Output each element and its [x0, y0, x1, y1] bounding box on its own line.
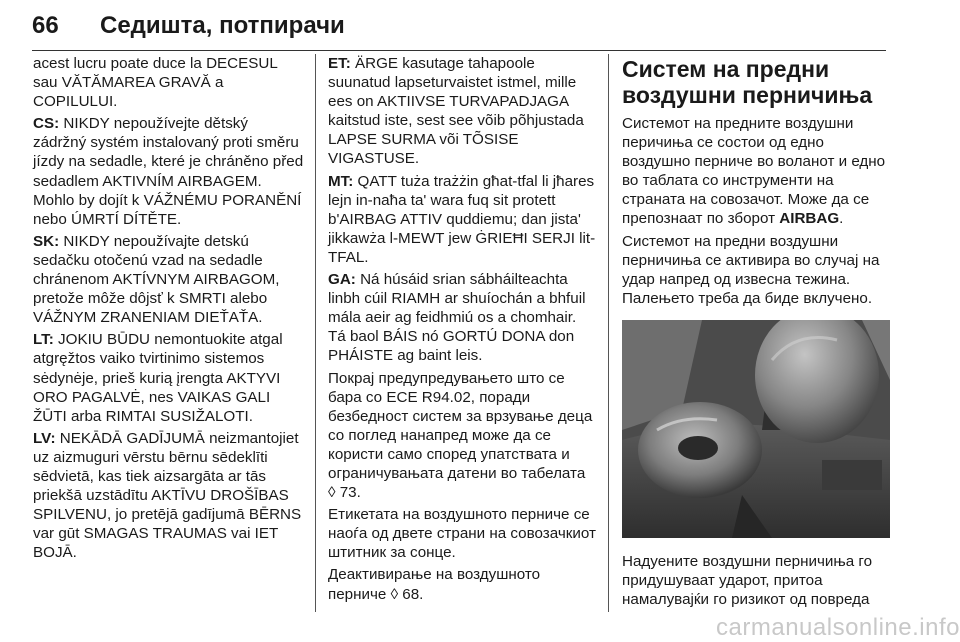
language-label: LV:: [33, 429, 56, 447]
section-title: Систем на предни воздушни перничиња: [622, 56, 873, 108]
header-divider: [32, 50, 886, 51]
paragraph-activation: Системот на предни воздушни перничиња се активира во случај на удар напред од извесна тежина. Палењето треба да биде вклучено.: [622, 232, 880, 307]
paragraph-label-location: Етикетата на воздушното перниче се наоѓа од двете страни на совозачкиот штитник за сонце.: [328, 506, 596, 562]
paragraph-inflated: Надуените воздушни перничиња го придушуваат ударот, притоа намалувајќи го ризикот од повреда: [622, 552, 873, 609]
language-label: MT:: [328, 172, 354, 190]
language-label: SK:: [33, 232, 60, 250]
airbag-illustration: [622, 320, 890, 538]
paragraph-ece: Покрај предупредувањето што се бара со ECE R94.02, поради безбедност систем за врзување деца со поглед нанапред може да се користи само според упатствата и ограничувањата датени во табелата ◊ 73.: [328, 369, 593, 502]
airbag-photo-icon: [622, 320, 890, 538]
page-title: Седишта, потпирачи: [100, 12, 345, 39]
text-column-1: [33, 54, 305, 565]
column-divider: [315, 54, 316, 612]
paragraph-system: Системот на предните воздушни перичиња се состои од едно воздушно перниче во воланот и едно во таблата со инструменти на страната на совозачот. Може да се препознаат по зборот AIRBAG.: [622, 115, 886, 228]
paragraph-sk: SK: NIKDY nepoužívajte detskú sedačku otočenú vzad na sedadle chránenom AKTÍVNYM AIRBAGOM, pretože môže dôjsť k SMRTI alebo VÁŽNYM ZRANENIAM DIEŤAŤA.: [33, 232, 280, 327]
paragraph-cs: CS: NIKDY nepoužívejte dětský zádržný systém instalovaný proti směru jízdy na sedadle, které je chráněno před sedadlem AKTIVNÍM AIRBAGEM. Mohlo by dojít k VÁŽNÉMU PORANĚNÍ nebo ÚMRTÍ DÍTĚTE.: [33, 115, 304, 228]
paragraph-deactivation: Деактивирање на воздушното перниче ◊ 68.: [328, 566, 541, 603]
text-column-3: [622, 54, 890, 612]
paragraph-et: ET: ÄRGE kasutage tahapoole suunatud lapseturvaistet istmel, mille ees on AKTIIVSE TURVAPADJAGA kaitstud iste, sest see võib põhjustada LAPSE SURMA või TÕSISE VIGASTUSE.: [328, 55, 584, 168]
watermark: carmanualsonline.info: [716, 614, 960, 641]
page-number: 66: [32, 12, 59, 39]
language-label: GA:: [328, 271, 356, 289]
page-header: [32, 6, 886, 46]
paragraph-lv: LV: NEKĀDĀ GADĪJUMĀ neizmantojiet uz aizmuguri vērstu bērnu sēdeklīti sēdvietā, kas tiek aizsargāta ar tās priekšā uzstādītu AKTĪVU DROŠĪBAS SPILVENU, jo pretējā gadījumā BĒRNS var gūt SMAGAS TRAUMAS vai IET BOJĀ.: [33, 429, 302, 562]
paragraph-lt: LT: JOKIU BŪDU nemontuokite atgal atgręžtos vaiko tvirtinimo sistemos sėdynėje, prieš kurią įrengta AKTYVI ORO PAGALVĖ, nes VAIKAS GALI ŽŪTI arba RIMTAI SUSIŽALOTI.: [33, 331, 283, 425]
text-column-2: [328, 54, 596, 607]
paragraph-ro: acest lucru poate duce la DECESUL sau VĂTĂMAREA GRAVĂ a COPILULUI.: [33, 55, 278, 111]
paragraph-ga: GA: Ná húsáid srian sábháilteachta linbh cúil RIAMH ar shuíochán a bhfuil mála aeir ag feidhmiú os a chomhair. Tá baol BÁIS nó GORTÚ DONA don PHÁISTE ag baint leis.: [328, 271, 586, 365]
paragraph-mt: MT: QATT tuża trażżin għat-tfal li jħares lejn in-naħa ta' wara fuq sit protett b'AIRBAG ATTIV quddiemu; dan jista' jikkawża l-MEWT jew ĠRIEĦI SERJI lit-TFAL.: [328, 172, 596, 266]
language-label: LT:: [33, 331, 54, 349]
language-label: CS:: [33, 115, 60, 133]
column-divider: [608, 54, 609, 612]
language-label: ET:: [328, 55, 351, 72]
